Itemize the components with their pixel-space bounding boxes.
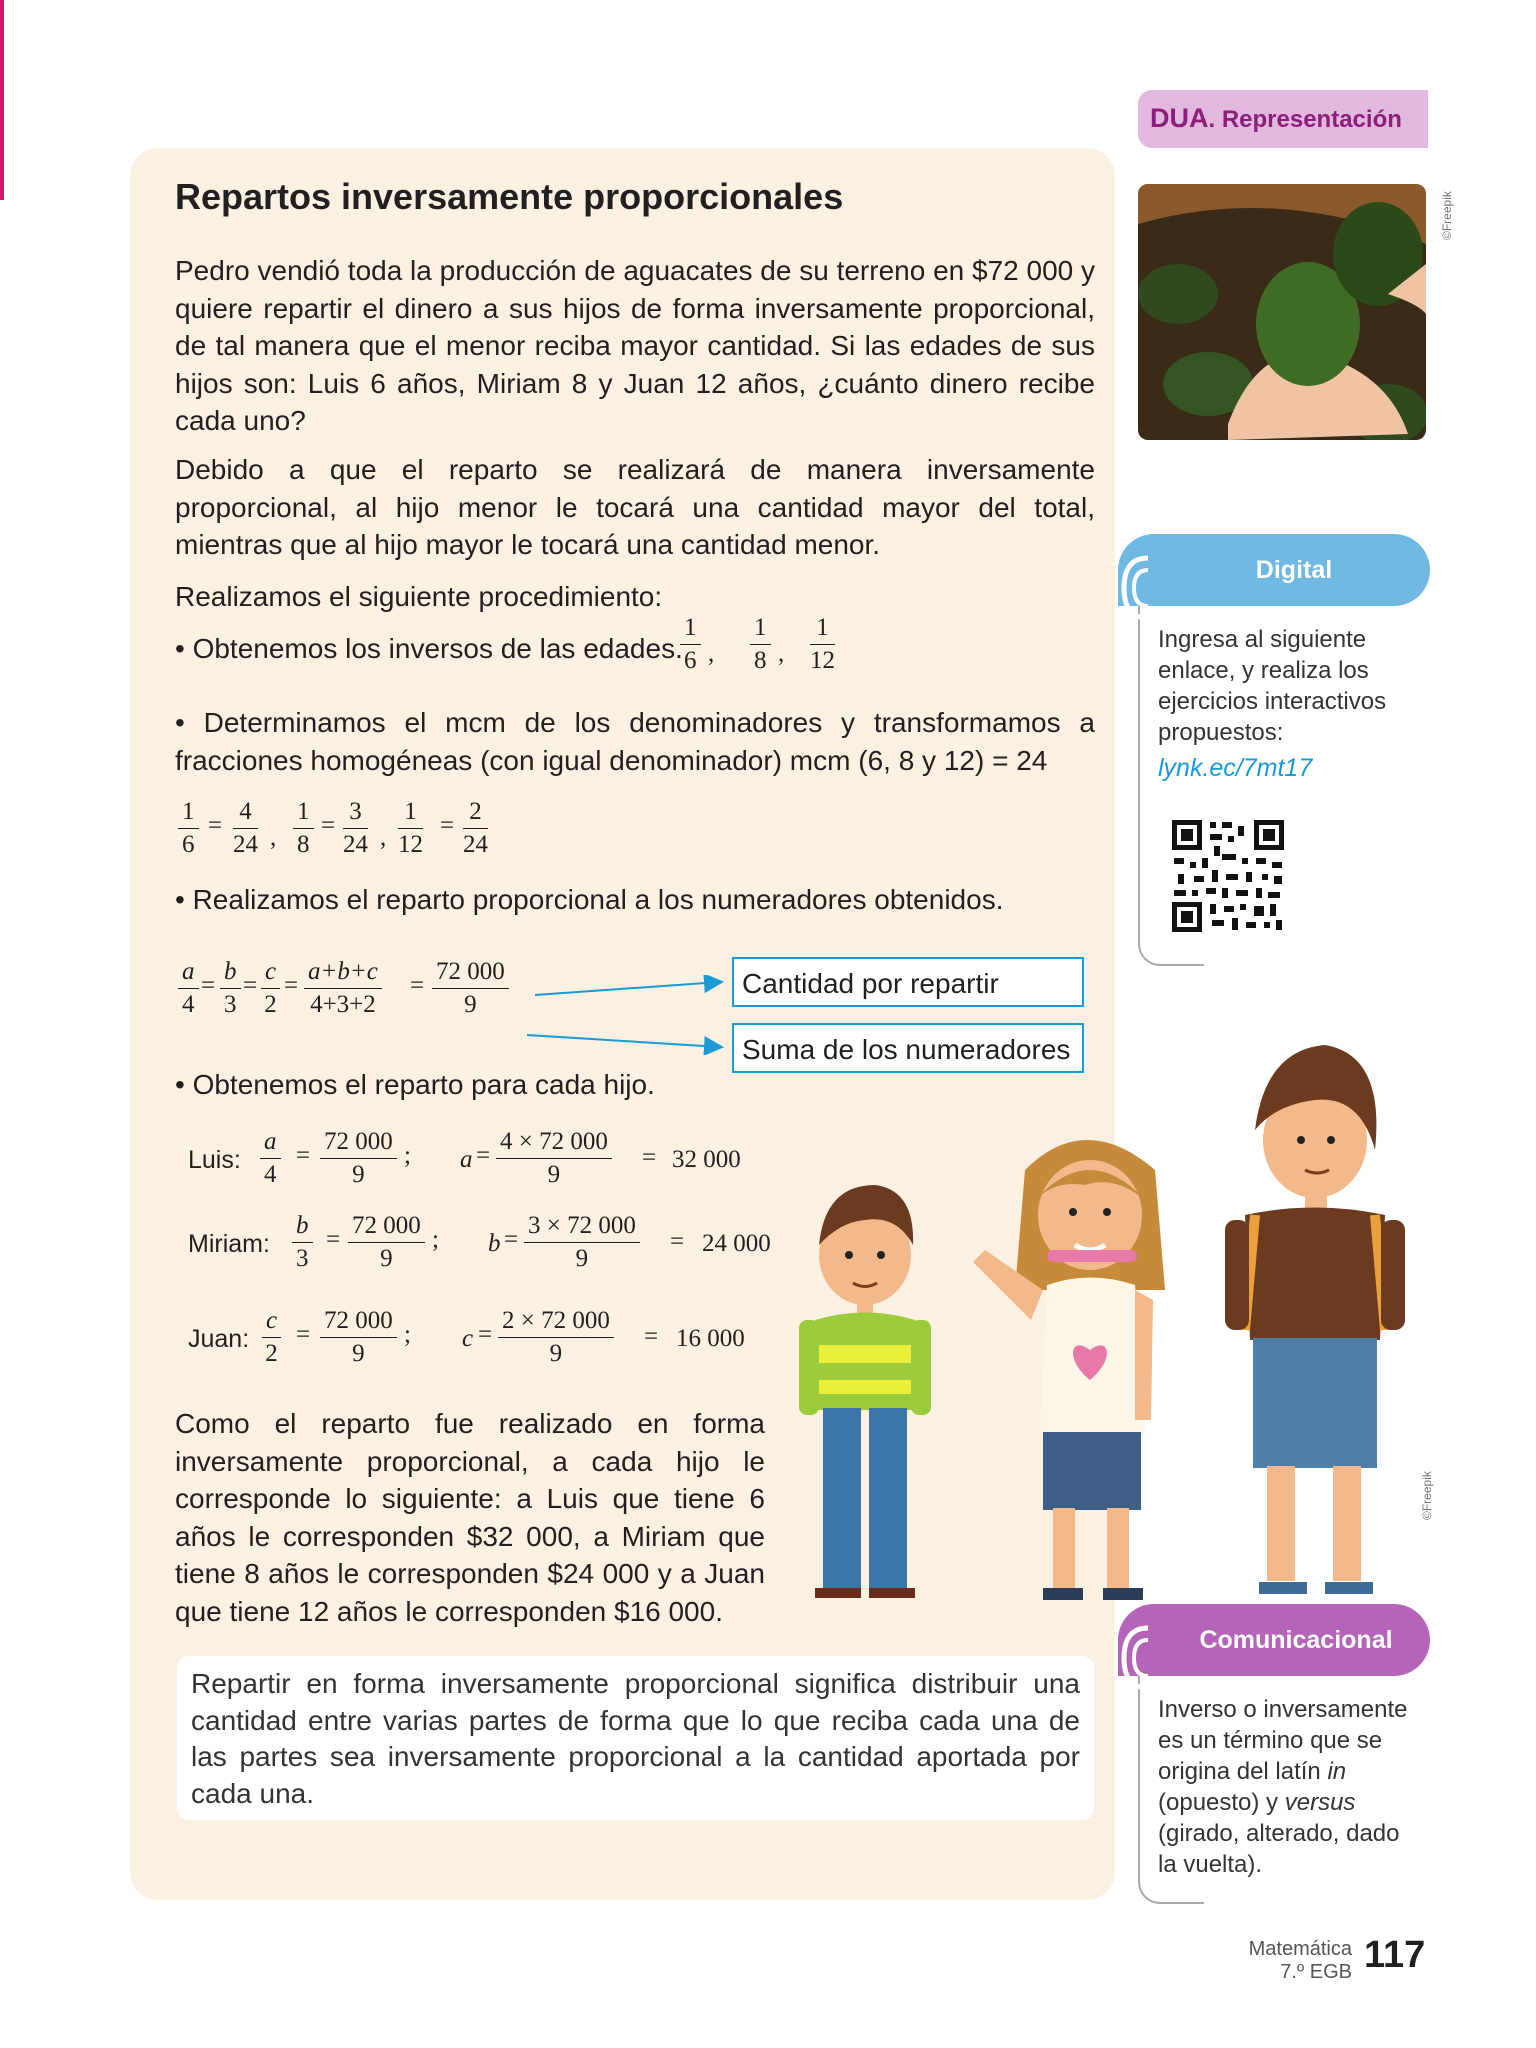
- step-3: • Realizamos el reparto proporcional a los numeradores obtenidos.: [175, 884, 1004, 915]
- child-name: Miriam:: [188, 1230, 270, 1258]
- equals-sign: =: [476, 1142, 491, 1169]
- callout-sum: Suma de los numeradores: [732, 1023, 1084, 1073]
- comm-tab: [1118, 1604, 1430, 1676]
- fraction: $\frac{1}{6}$: [680, 612, 701, 677]
- fraction: $\frac{a+b+c}{4+3+2}$: [304, 956, 382, 1021]
- equals-sign: =: [201, 972, 216, 999]
- equals-sign: =: [208, 812, 223, 839]
- boy-juan-figure: [1225, 1045, 1405, 1594]
- avocado-image: [1138, 184, 1426, 440]
- children-illustration: [785, 1000, 1415, 1610]
- fraction: $\frac{c}{2}$: [262, 1305, 281, 1370]
- fraction: $\frac{1}{6}$: [178, 796, 199, 861]
- step-1: • Obtenemos los inversos de las edades.: [175, 633, 683, 664]
- arrow-to-sum: [527, 1035, 720, 1047]
- digital-link[interactable]: lynk.ec/7mt17: [1158, 754, 1313, 782]
- equals-sign: =: [642, 1144, 657, 1171]
- digital-text: Ingresa al siguiente enlace, y realiza los ejercicios interactivos propuestos:: [1158, 626, 1387, 746]
- equals-sign: =: [296, 1321, 311, 1348]
- separator: ,: [270, 824, 277, 851]
- photo-credit: ©Freepik: [1440, 191, 1454, 240]
- result: 32 000: [672, 1146, 741, 1173]
- definition-box: Repartir en forma inversamente proporcional significa distribuir una cantidad entre varias partes de forma que lo que reciba cada una de las partes sea inversamente proporcional a la cantidad aportada por cada una.: [177, 1656, 1094, 1820]
- inverses-group: [680, 612, 900, 692]
- fraction: $\frac{4 \times 72 000}{9}$: [496, 1126, 612, 1191]
- digital-tab-logo-icon: [1116, 550, 1160, 626]
- step-2: • Determinamos el mcm de los denominadores y transformamos a fracciones homogéneas (con igual denominador) mcm (6, 8 y 12) = 24: [175, 707, 1095, 776]
- digital-tab: [1118, 534, 1430, 606]
- child-name: Juan:: [188, 1325, 250, 1353]
- fraction: $\frac{2 \times 72 000}{9}$: [498, 1305, 614, 1370]
- fraction: $\frac{b}{3}$: [220, 956, 241, 1021]
- equals-sign: =: [321, 812, 336, 839]
- comm-text: Inverso o inversamente es un término que se origina del latín in (opuesto) y versus (girado, alterado, dado la vuelta).: [1158, 1696, 1408, 1878]
- separator: ,: [380, 824, 387, 851]
- explanation-paragraph: Debido a que el reparto se realizará de manera inversamente proporcional, al hijo menor le tocará una cantidad mayor del total, mientras que al hijo mayor le tocará una cantidad menor.: [175, 454, 1095, 560]
- fraction: $\frac{1}{12}$: [398, 798, 423, 858]
- digital-tab-label: Digital: [1255, 556, 1333, 584]
- fraction: $\frac{72 000}{9}$: [320, 1305, 397, 1370]
- illustration-credit: ©Freepik: [1420, 1471, 1434, 1520]
- page-edge-marker: [0, 0, 4, 200]
- step-4: • Obtenemos el reparto para cada hijo.: [175, 1069, 655, 1100]
- comm-tab-logo-icon: [1116, 1620, 1160, 1696]
- qr-code-icon[interactable]: [1170, 818, 1286, 934]
- separator: ,: [708, 640, 715, 667]
- boy-luis-figure: [799, 1185, 931, 1598]
- fraction: $\frac{3 \times 72 000}{9}$: [524, 1210, 640, 1275]
- distribution-juan: [188, 1305, 788, 1385]
- proportion-equation: [178, 956, 538, 1036]
- equals-sign: =: [478, 1321, 493, 1348]
- section-title: Repartos inversamente proporcionales: [175, 176, 844, 217]
- fraction: $\frac{72 000}{9}$: [432, 956, 509, 1021]
- variable: b: [488, 1230, 501, 1257]
- equals-sign: =: [296, 1142, 311, 1169]
- comm-tab-label: Comunicacional: [1199, 1626, 1393, 1654]
- footer-subject: Matemática 7.º EGB: [1248, 1938, 1352, 1983]
- semicolon: ;: [432, 1226, 439, 1253]
- fraction: $\frac{b}{3}$: [292, 1210, 313, 1275]
- equals-sign: =: [644, 1323, 659, 1350]
- distribution-miriam: [188, 1210, 808, 1290]
- fraction: $\frac{1}{12}$: [810, 614, 835, 674]
- conclusion-paragraph: Como el reparto fue realizado en forma inversamente proporcional, a cada hijo le corresponde lo siguiente: a Luis que tiene 6 años le corresponden $32 000, a Miriam que tiene 8 años le corresponden $24 000 y a Juan que tiene 12 años le corresponden $16 000.: [175, 1408, 765, 1627]
- fraction: $\frac{4}{24}$: [233, 798, 258, 858]
- semicolon: ;: [404, 1321, 411, 1348]
- result: 16 000: [676, 1325, 745, 1352]
- equivalences-group: [178, 796, 518, 876]
- result: 24 000: [702, 1230, 771, 1257]
- equals-sign: =: [284, 972, 299, 999]
- variable: a: [460, 1146, 473, 1173]
- fraction: $\frac{a}{4}$: [178, 956, 199, 1021]
- callout-total: Cantidad por repartir: [732, 957, 1084, 1007]
- equals-sign: =: [410, 972, 425, 999]
- fraction: $\frac{3}{24}$: [343, 798, 368, 858]
- child-name: Luis:: [188, 1146, 241, 1174]
- procedure-intro: Realizamos el siguiente procedimiento:: [175, 581, 663, 612]
- avocado-photo: [1138, 184, 1426, 440]
- equals-sign: =: [326, 1226, 341, 1253]
- fraction: $\frac{1}{8}$: [293, 796, 314, 861]
- variable: c: [462, 1325, 474, 1352]
- equals-sign: =: [440, 812, 455, 839]
- fraction: $\frac{a}{4}$: [260, 1126, 281, 1191]
- page-number: 117: [1364, 1934, 1426, 1976]
- arrow-to-total: [535, 982, 720, 995]
- semicolon: ;: [404, 1142, 411, 1169]
- equals-sign: =: [670, 1228, 685, 1255]
- equals-sign: =: [243, 972, 258, 999]
- distribution-luis: [188, 1126, 788, 1206]
- separator: ,: [778, 640, 785, 667]
- fraction: $\frac{2}{24}$: [463, 798, 488, 858]
- intro-paragraph: Pedro vendió toda la producción de aguacates de su terreno en $72 000 y quiere repartir el dinero a sus hijos de forma inversamente proporcional, de tal manera que el menor reciba mayor cantidad. Si las edades de sus hijos son: Luis 6 años, Miriam 8 y Juan 12 años, ¿cuánto dinero recibe cada uno?: [175, 255, 1095, 436]
- girl-miriam-figure: [973, 1140, 1165, 1600]
- fraction: $\frac{c}{2}$: [261, 956, 280, 1021]
- equals-sign: =: [504, 1226, 519, 1253]
- fraction: $\frac{72 000}{9}$: [320, 1126, 397, 1191]
- fraction: $\frac{72 000}{9}$: [348, 1210, 425, 1275]
- callout-arrows: [520, 975, 730, 1055]
- fraction: $\frac{1}{8}$: [750, 612, 771, 677]
- dua-header-label: DUA. Representación: [1150, 103, 1402, 133]
